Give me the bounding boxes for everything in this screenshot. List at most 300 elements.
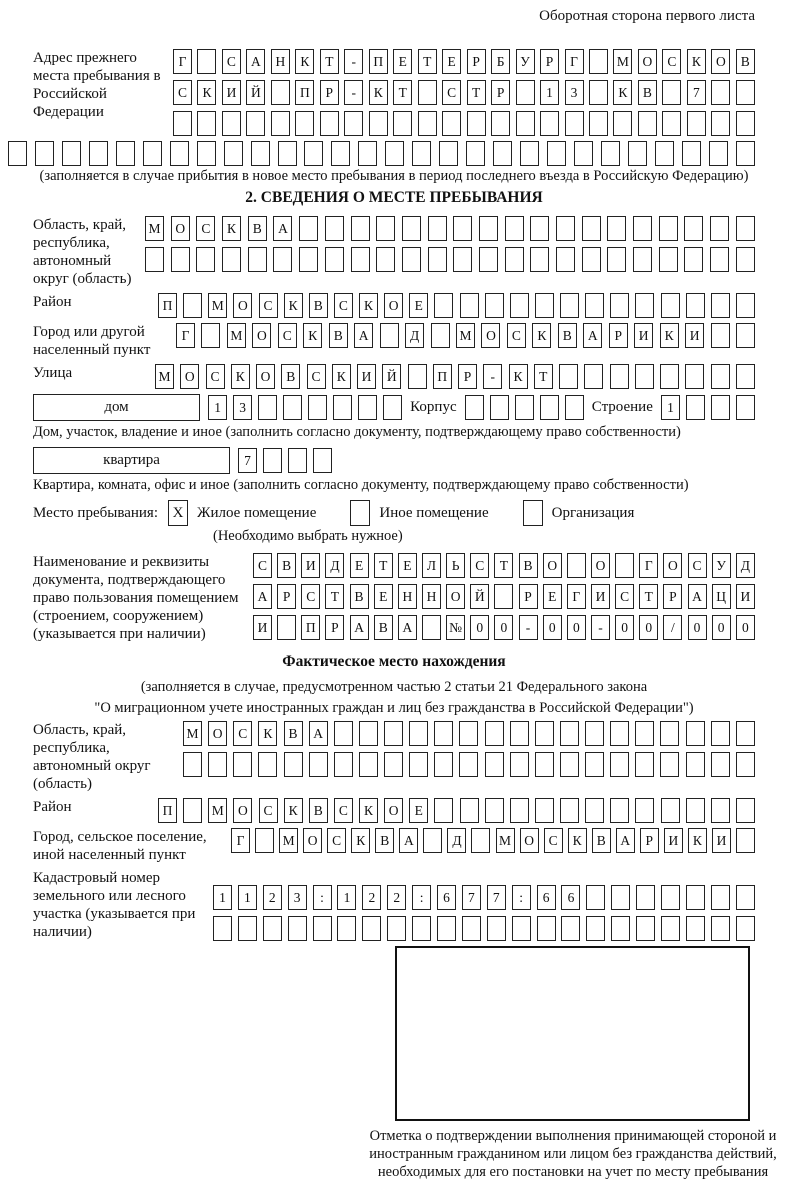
char-cell[interactable] [586,885,605,910]
char-cell[interactable] [586,916,605,941]
char-cell[interactable]: Е [409,798,428,823]
char-cell[interactable] [325,216,344,241]
char-cell[interactable]: Н [271,49,290,74]
char-cell[interactable]: Т [467,80,486,105]
char-cell[interactable]: В [329,323,348,348]
char-cell[interactable] [530,216,549,241]
char-cell[interactable]: С [334,293,353,318]
char-cell[interactable] [638,111,657,136]
char-cell[interactable] [535,798,554,823]
char-cell[interactable] [485,752,504,777]
char-cell[interactable] [560,798,579,823]
char-cell[interactable]: Д [447,828,466,853]
char-cell[interactable] [607,216,626,241]
char-cell[interactable]: Е [543,584,562,609]
char-cell[interactable]: К [197,80,216,105]
char-cell[interactable] [320,111,339,136]
char-cell[interactable] [278,141,297,166]
char-cell[interactable]: О [171,216,190,241]
char-cell[interactable] [62,141,81,166]
char-cell[interactable] [201,323,220,348]
char-cell[interactable] [510,721,529,746]
char-cell[interactable]: П [369,49,388,74]
char-cell[interactable]: С [470,553,489,578]
char-cell[interactable] [431,323,450,348]
char-cell[interactable]: 0 [567,615,586,640]
char-cell[interactable]: О [638,49,657,74]
char-cell[interactable] [434,293,453,318]
char-cell[interactable]: Е [374,584,393,609]
char-cell[interactable]: И [253,615,272,640]
char-cell[interactable] [710,247,729,272]
char-cell[interactable]: Г [173,49,192,74]
char-cell[interactable]: С [173,80,192,105]
char-cell[interactable] [462,916,481,941]
char-cell[interactable] [485,721,504,746]
char-cell[interactable] [574,141,593,166]
char-cell[interactable] [567,553,586,578]
char-cell[interactable]: № [446,615,465,640]
char-cell[interactable] [736,752,755,777]
char-cell[interactable] [736,216,755,241]
char-cell[interactable]: С [301,584,320,609]
char-cell[interactable] [611,885,630,910]
char-cell[interactable] [313,916,332,941]
char-cell[interactable] [736,916,755,941]
char-cell[interactable] [661,293,680,318]
char-cell[interactable] [283,395,302,420]
char-cell[interactable]: Р [491,80,510,105]
char-cell[interactable]: 7 [238,448,257,473]
char-cell[interactable] [516,111,535,136]
char-cell[interactable]: С [615,584,634,609]
char-cell[interactable] [471,828,490,853]
char-cell[interactable] [263,916,282,941]
char-cell[interactable]: 3 [233,395,252,420]
char-cell[interactable]: К [284,798,303,823]
char-cell[interactable] [589,111,608,136]
char-cell[interactable]: О [384,798,403,823]
char-cell[interactable] [222,247,241,272]
char-cell[interactable] [659,216,678,241]
char-cell[interactable] [359,752,378,777]
char-cell[interactable]: И [222,80,241,105]
char-cell[interactable]: Т [418,49,437,74]
char-cell[interactable] [337,916,356,941]
char-cell[interactable]: 1 [661,395,680,420]
char-cell[interactable] [686,752,705,777]
char-cell[interactable]: У [712,553,731,578]
char-cell[interactable]: В [284,721,303,746]
char-cell[interactable]: К [660,323,679,348]
char-cell[interactable]: О [256,364,275,389]
char-cell[interactable] [628,141,647,166]
char-cell[interactable] [442,111,461,136]
char-cell[interactable] [460,798,479,823]
char-cell[interactable]: П [158,798,177,823]
char-cell[interactable]: Г [231,828,250,853]
char-cell[interactable] [170,141,189,166]
char-cell[interactable] [711,752,730,777]
char-cell[interactable] [736,80,755,105]
char-cell[interactable]: 0 [615,615,634,640]
char-cell[interactable]: / [663,615,682,640]
char-cell[interactable] [304,141,323,166]
char-cell[interactable]: С [206,364,225,389]
char-cell[interactable] [711,798,730,823]
char-cell[interactable] [408,364,427,389]
char-cell[interactable] [459,752,478,777]
char-cell[interactable]: Е [350,553,369,578]
char-cell[interactable]: 2 [387,885,406,910]
char-cell[interactable]: 7 [462,885,481,910]
char-cell[interactable] [224,141,243,166]
char-cell[interactable]: 1 [238,885,257,910]
char-cell[interactable] [711,80,730,105]
char-cell[interactable] [465,395,484,420]
char-cell[interactable] [510,798,529,823]
char-cell[interactable]: О [711,49,730,74]
char-cell[interactable]: О [303,828,322,853]
char-cell[interactable]: Е [409,293,428,318]
char-cell[interactable] [299,216,318,241]
char-cell[interactable]: 6 [537,885,556,910]
char-cell[interactable] [35,141,54,166]
char-cell[interactable]: Й [382,364,401,389]
char-cell[interactable] [380,323,399,348]
char-cell[interactable]: В [281,364,300,389]
char-cell[interactable]: К [509,364,528,389]
char-cell[interactable] [362,916,381,941]
char-cell[interactable] [686,798,705,823]
char-cell[interactable] [710,216,729,241]
char-cell[interactable]: М [613,49,632,74]
char-cell[interactable]: О [384,293,403,318]
char-cell[interactable] [145,247,164,272]
char-cell[interactable]: Р [540,49,559,74]
char-cell[interactable]: Т [393,80,412,105]
char-cell[interactable]: Д [325,553,344,578]
char-cell[interactable] [387,916,406,941]
char-cell[interactable] [565,111,584,136]
char-cell[interactable] [682,141,701,166]
char-cell[interactable]: Г [567,584,586,609]
char-cell[interactable] [412,141,431,166]
char-cell[interactable] [313,448,332,473]
char-cell[interactable]: К [284,293,303,318]
char-cell[interactable]: С [334,798,353,823]
char-cell[interactable] [248,247,267,272]
char-cell[interactable]: 1 [213,885,232,910]
char-cell[interactable] [610,752,629,777]
char-cell[interactable] [418,111,437,136]
char-cell[interactable]: - [344,49,363,74]
char-cell[interactable] [197,111,216,136]
char-cell[interactable] [635,798,654,823]
char-cell[interactable]: А [616,828,635,853]
char-cell[interactable] [556,247,575,272]
char-cell[interactable]: О [233,798,252,823]
char-cell[interactable]: Н [398,584,417,609]
char-cell[interactable] [453,247,472,272]
char-cell[interactable]: А [246,49,265,74]
char-cell[interactable]: Б [491,49,510,74]
char-cell[interactable]: 6 [437,885,456,910]
char-cell[interactable] [333,395,352,420]
char-cell[interactable]: О [481,323,500,348]
char-cell[interactable] [197,141,216,166]
char-cell[interactable] [334,721,353,746]
char-cell[interactable]: - [344,80,363,105]
char-cell[interactable] [589,49,608,74]
char-cell[interactable]: 2 [263,885,282,910]
char-cell[interactable]: К [568,828,587,853]
char-cell[interactable]: К [687,49,706,74]
char-cell[interactable]: И [685,323,704,348]
char-cell[interactable] [582,216,601,241]
char-cell[interactable] [633,247,652,272]
char-cell[interactable]: К [359,293,378,318]
char-cell[interactable]: К [258,721,277,746]
char-cell[interactable] [736,721,755,746]
char-cell[interactable] [402,247,421,272]
char-cell[interactable] [516,80,535,105]
char-cell[interactable]: Г [565,49,584,74]
char-cell[interactable] [736,364,755,389]
char-cell[interactable]: М [145,216,164,241]
char-cell[interactable] [295,111,314,136]
char-cell[interactable]: Н [422,584,441,609]
char-cell[interactable]: М [183,721,202,746]
char-cell[interactable] [589,80,608,105]
char-cell[interactable]: А [354,323,373,348]
char-cell[interactable] [8,141,27,166]
char-cell[interactable] [479,247,498,272]
char-cell[interactable]: Р [609,323,628,348]
char-cell[interactable]: П [158,293,177,318]
char-cell[interactable]: Й [470,584,489,609]
char-cell[interactable] [246,111,265,136]
char-cell[interactable]: Т [374,553,393,578]
char-cell[interactable]: М [456,323,475,348]
char-cell[interactable] [309,752,328,777]
char-cell[interactable]: : [313,885,332,910]
char-cell[interactable] [601,141,620,166]
char-cell[interactable] [384,721,403,746]
char-cell[interactable]: С [196,216,215,241]
char-cell[interactable] [423,828,442,853]
char-cell[interactable]: П [433,364,452,389]
char-cell[interactable]: Д [736,553,755,578]
char-cell[interactable] [565,395,584,420]
char-cell[interactable] [535,721,554,746]
char-cell[interactable] [258,395,277,420]
char-cell[interactable]: Г [176,323,195,348]
checkbox-organization[interactable] [523,500,543,526]
char-cell[interactable]: П [301,615,320,640]
char-cell[interactable] [736,141,755,166]
char-cell[interactable]: 1 [540,80,559,105]
char-cell[interactable] [610,293,629,318]
char-cell[interactable] [736,247,755,272]
char-cell[interactable]: В [309,293,328,318]
char-cell[interactable] [171,247,190,272]
char-cell[interactable] [736,395,755,420]
char-cell[interactable] [271,80,290,105]
char-cell[interactable] [505,216,524,241]
char-cell[interactable]: А [688,584,707,609]
char-cell[interactable] [183,752,202,777]
char-cell[interactable]: М [208,798,227,823]
char-cell[interactable] [143,141,162,166]
char-cell[interactable]: С [222,49,241,74]
char-cell[interactable] [736,293,755,318]
char-cell[interactable] [585,798,604,823]
char-cell[interactable] [89,141,108,166]
char-cell[interactable]: В [638,80,657,105]
char-cell[interactable]: М [208,293,227,318]
char-cell[interactable] [662,111,681,136]
char-cell[interactable] [277,615,296,640]
char-cell[interactable]: С [259,798,278,823]
char-cell[interactable] [491,111,510,136]
char-cell[interactable] [490,395,509,420]
char-cell[interactable] [273,247,292,272]
char-cell[interactable] [299,247,318,272]
char-cell[interactable] [662,80,681,105]
char-cell[interactable]: С [507,323,526,348]
char-cell[interactable] [661,885,680,910]
apartment-field[interactable]: квартира [33,447,230,474]
char-cell[interactable]: О [446,584,465,609]
char-cell[interactable] [661,916,680,941]
char-cell[interactable] [535,752,554,777]
char-cell[interactable] [635,364,654,389]
char-cell[interactable] [685,364,704,389]
char-cell[interactable] [493,141,512,166]
char-cell[interactable] [222,111,241,136]
char-cell[interactable]: Т [639,584,658,609]
char-cell[interactable]: С [253,553,272,578]
char-cell[interactable]: 0 [543,615,562,640]
char-cell[interactable] [736,111,755,136]
char-cell[interactable] [208,752,227,777]
char-cell[interactable] [537,916,556,941]
char-cell[interactable] [636,916,655,941]
char-cell[interactable]: 0 [494,615,513,640]
char-cell[interactable] [547,141,566,166]
char-cell[interactable]: О [208,721,227,746]
char-cell[interactable] [615,553,634,578]
char-cell[interactable] [607,247,626,272]
char-cell[interactable] [325,247,344,272]
char-cell[interactable] [655,141,674,166]
char-cell[interactable]: С [688,553,707,578]
char-cell[interactable] [559,364,578,389]
char-cell[interactable] [611,916,630,941]
char-cell[interactable] [687,111,706,136]
char-cell[interactable] [418,80,437,105]
char-cell[interactable]: И [634,323,653,348]
char-cell[interactable]: О [543,553,562,578]
char-cell[interactable]: И [712,828,731,853]
char-cell[interactable] [610,798,629,823]
char-cell[interactable] [530,247,549,272]
char-cell[interactable] [344,111,363,136]
char-cell[interactable] [660,721,679,746]
char-cell[interactable]: Р [519,584,538,609]
char-cell[interactable] [402,216,421,241]
char-cell[interactable]: О [520,828,539,853]
char-cell[interactable] [197,49,216,74]
char-cell[interactable] [736,323,755,348]
char-cell[interactable] [383,395,402,420]
char-cell[interactable]: Т [320,49,339,74]
char-cell[interactable]: Т [494,553,513,578]
char-cell[interactable] [385,141,404,166]
char-cell[interactable] [686,395,705,420]
char-cell[interactable]: О [663,553,682,578]
char-cell[interactable]: Т [534,364,553,389]
char-cell[interactable]: С [259,293,278,318]
char-cell[interactable]: К [369,80,388,105]
char-cell[interactable]: 1 [337,885,356,910]
char-cell[interactable]: - [519,615,538,640]
char-cell[interactable]: А [309,721,328,746]
char-cell[interactable] [359,721,378,746]
char-cell[interactable]: С [662,49,681,74]
char-cell[interactable] [505,247,524,272]
char-cell[interactable]: Р [325,615,344,640]
char-cell[interactable] [633,216,652,241]
char-cell[interactable]: 0 [736,615,755,640]
char-cell[interactable] [409,721,428,746]
char-cell[interactable]: Е [393,49,412,74]
char-cell[interactable]: В [736,49,755,74]
char-cell[interactable]: Р [277,584,296,609]
char-cell[interactable]: Ц [712,584,731,609]
char-cell[interactable] [510,293,529,318]
char-cell[interactable] [709,141,728,166]
char-cell[interactable] [635,721,654,746]
char-cell[interactable] [376,247,395,272]
char-cell[interactable] [659,247,678,272]
char-cell[interactable] [585,752,604,777]
char-cell[interactable] [636,885,655,910]
char-cell[interactable]: В [350,584,369,609]
char-cell[interactable] [686,721,705,746]
char-cell[interactable]: К [613,80,632,105]
char-cell[interactable]: И [301,553,320,578]
char-cell[interactable] [428,247,447,272]
char-cell[interactable]: К [231,364,250,389]
char-cell[interactable]: К [688,828,707,853]
char-cell[interactable]: Р [663,584,682,609]
char-cell[interactable] [540,111,559,136]
char-cell[interactable] [510,752,529,777]
char-cell[interactable] [434,721,453,746]
char-cell[interactable] [467,111,486,136]
char-cell[interactable]: В [558,323,577,348]
char-cell[interactable] [485,293,504,318]
char-cell[interactable]: 0 [639,615,658,640]
char-cell[interactable] [393,111,412,136]
char-cell[interactable] [711,721,730,746]
char-cell[interactable]: К [532,323,551,348]
char-cell[interactable] [494,584,513,609]
char-cell[interactable] [711,395,730,420]
char-cell[interactable] [661,798,680,823]
